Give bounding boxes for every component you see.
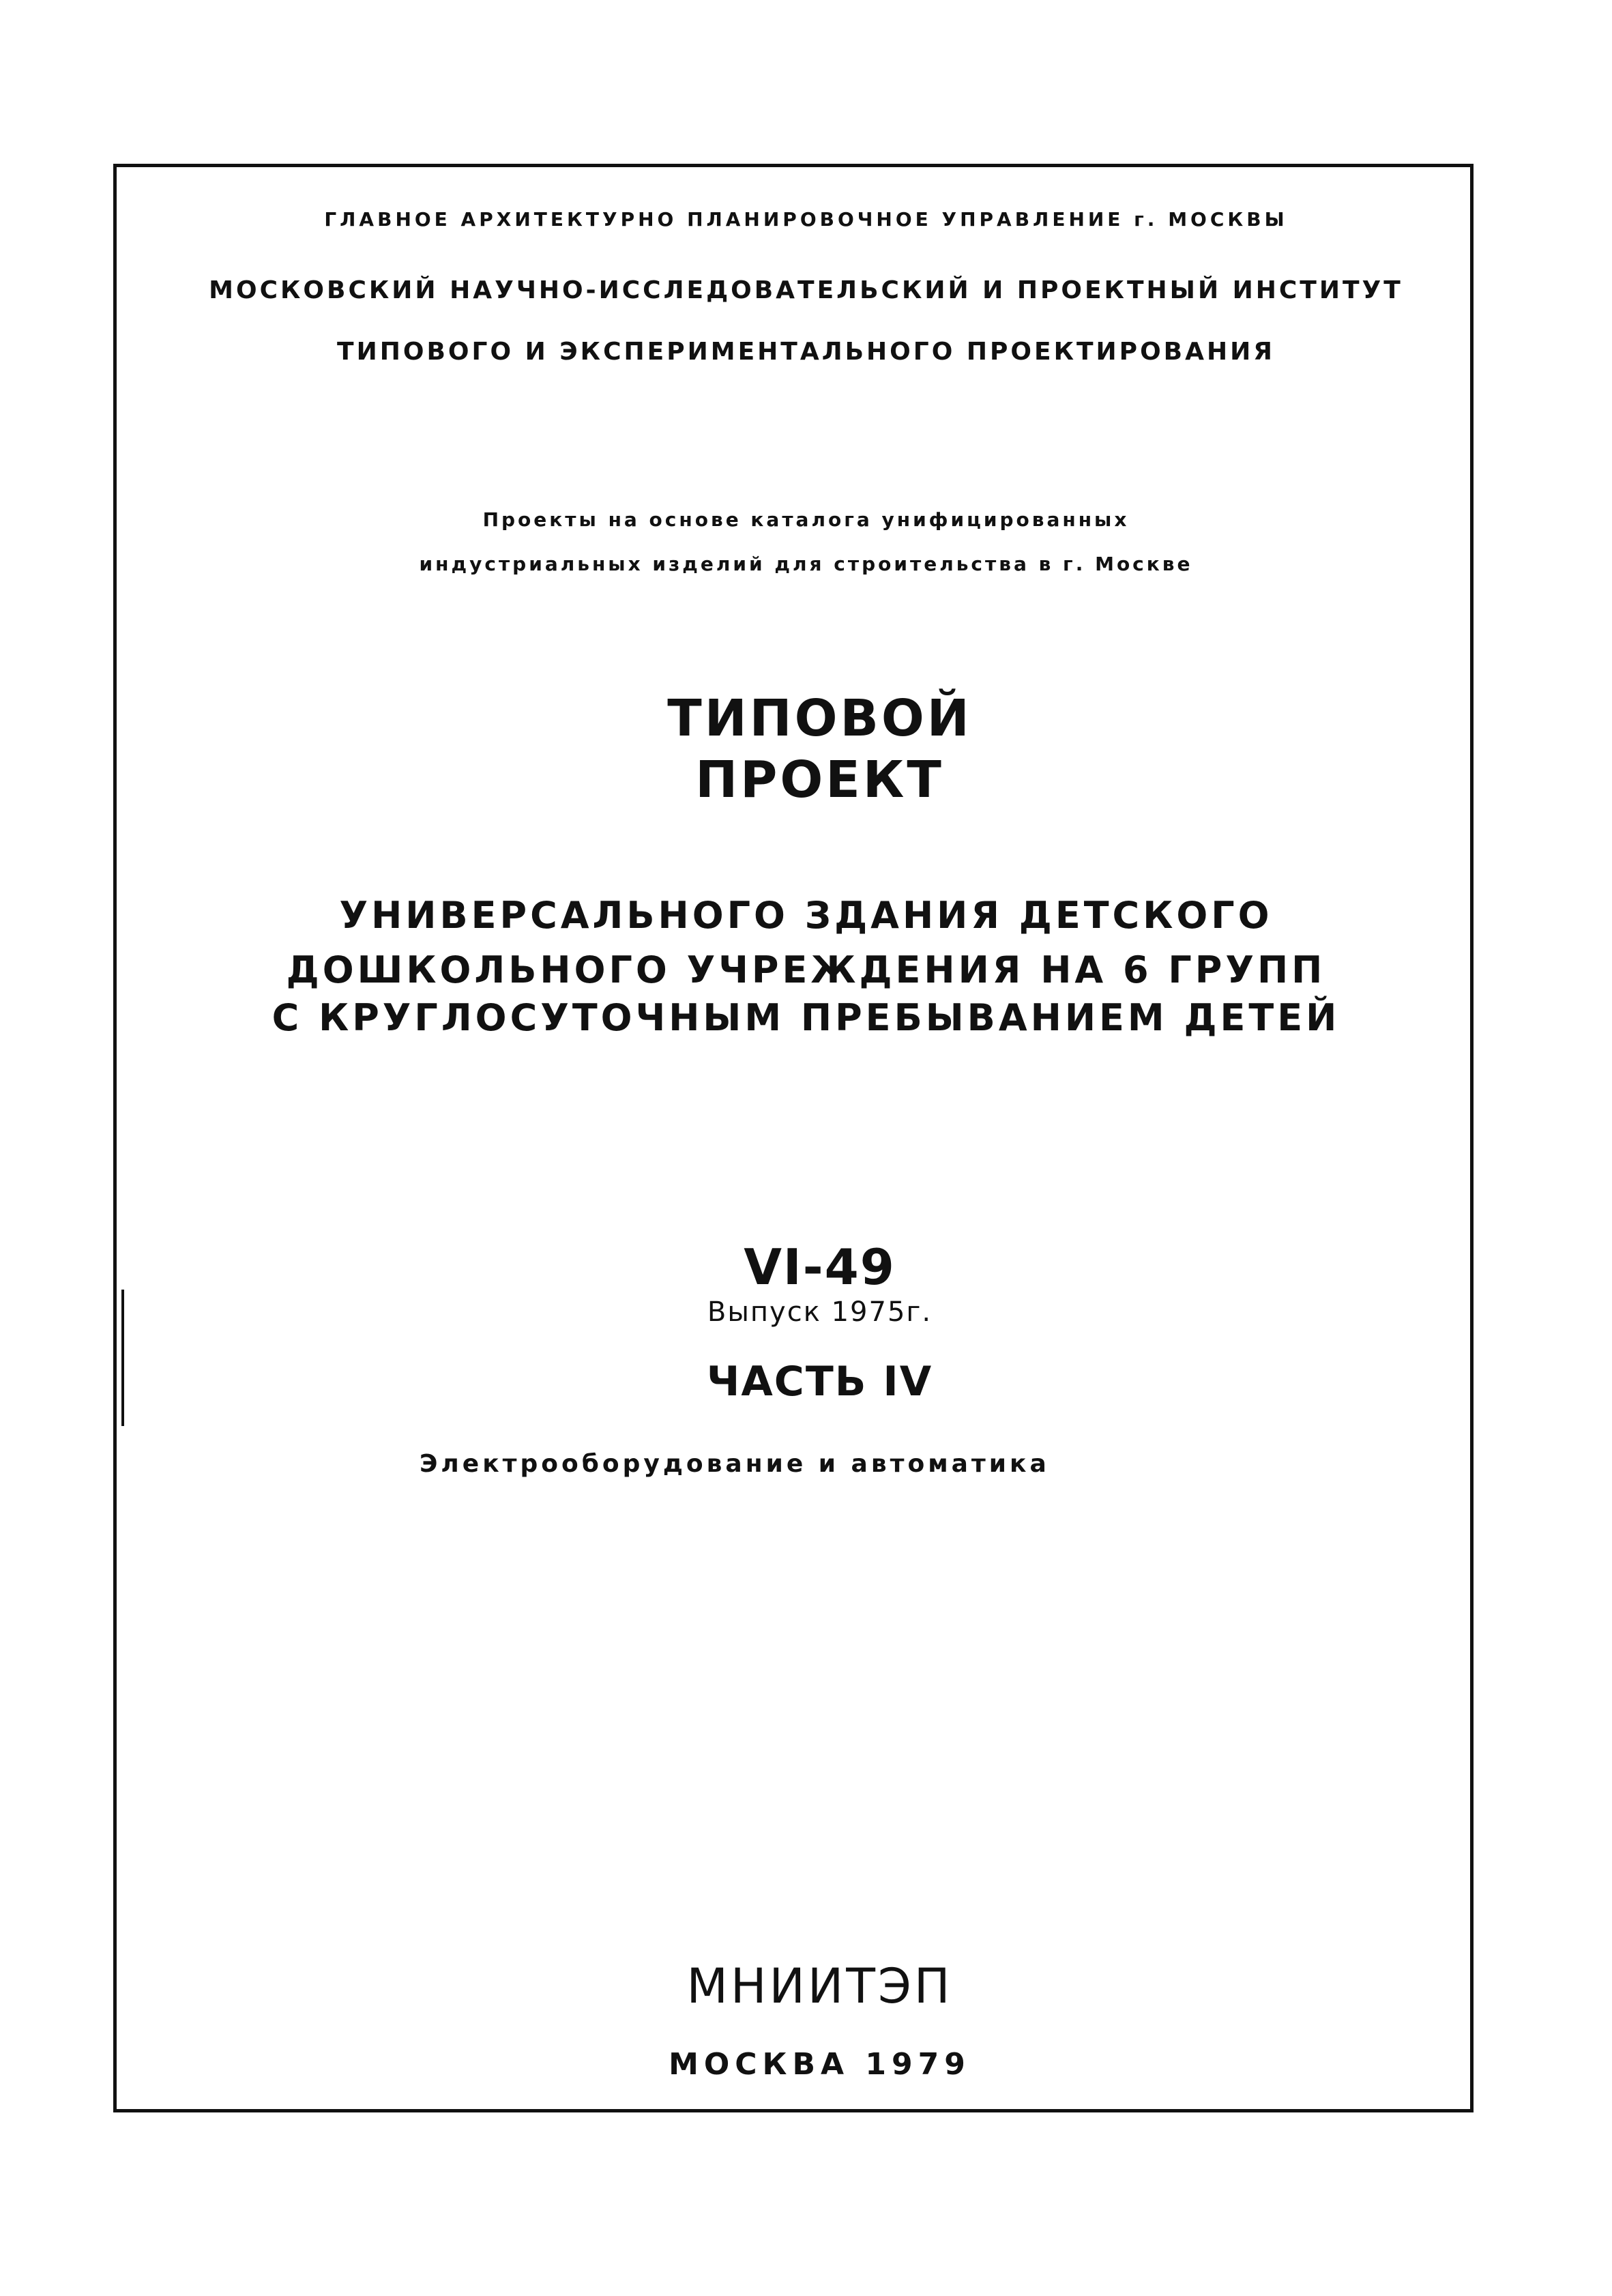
page-border: [113, 164, 1474, 2112]
subject-line-2: ДОШКОЛЬНОГО УЧРЕЖДЕНИЯ НА 6 ГРУПП: [286, 948, 1326, 991]
institute-line-1: МОСКОВСКИЙ НАУЧНО-ИССЛЕДОВАТЕЛЬСКИЙ И ПРОЕКТНЫЙ ИНСТИТУТ: [209, 276, 1403, 304]
project-code: VI-49: [744, 1238, 896, 1296]
city-year: МОСКВА 1979: [669, 2047, 971, 2082]
subject-line-3: С КРУГЛОСУТОЧНЫМ ПРЕБЫВАНИЕМ ДЕТЕЙ: [272, 996, 1340, 1039]
subject-line-1: УНИВЕРСАЛЬНОГО ЗДАНИЯ ДЕТСКОГО: [339, 894, 1273, 937]
institute-line-2: ТИПОВОГО И ЭКСПЕРИМЕНТАЛЬНОГО ПРОЕКТИРОВАНИЯ: [337, 338, 1275, 366]
doc-type-line-1: ТИПОВОЙ: [667, 689, 972, 748]
part-number: ЧАСТЬ IV: [706, 1358, 933, 1406]
publisher: МНИИТЭП: [686, 1958, 953, 2014]
doc-type-line-2: ПРОЕКТ: [695, 751, 944, 809]
authority-line: ГЛАВНОЕ АРХИТЕКТУРНО ПЛАНИРОВОЧНОЕ УПРАВЛЕНИЕ г. МОСКВЫ: [324, 208, 1288, 231]
series-line-1: Проекты на основе каталога унифицированных: [482, 508, 1130, 531]
issue-year: Выпуск 1975г.: [707, 1296, 933, 1328]
section-title: Электрооборудование и автоматика: [420, 1450, 1050, 1478]
series-line-2: индустриальных изделий для строительства в г. Москве: [419, 553, 1193, 575]
